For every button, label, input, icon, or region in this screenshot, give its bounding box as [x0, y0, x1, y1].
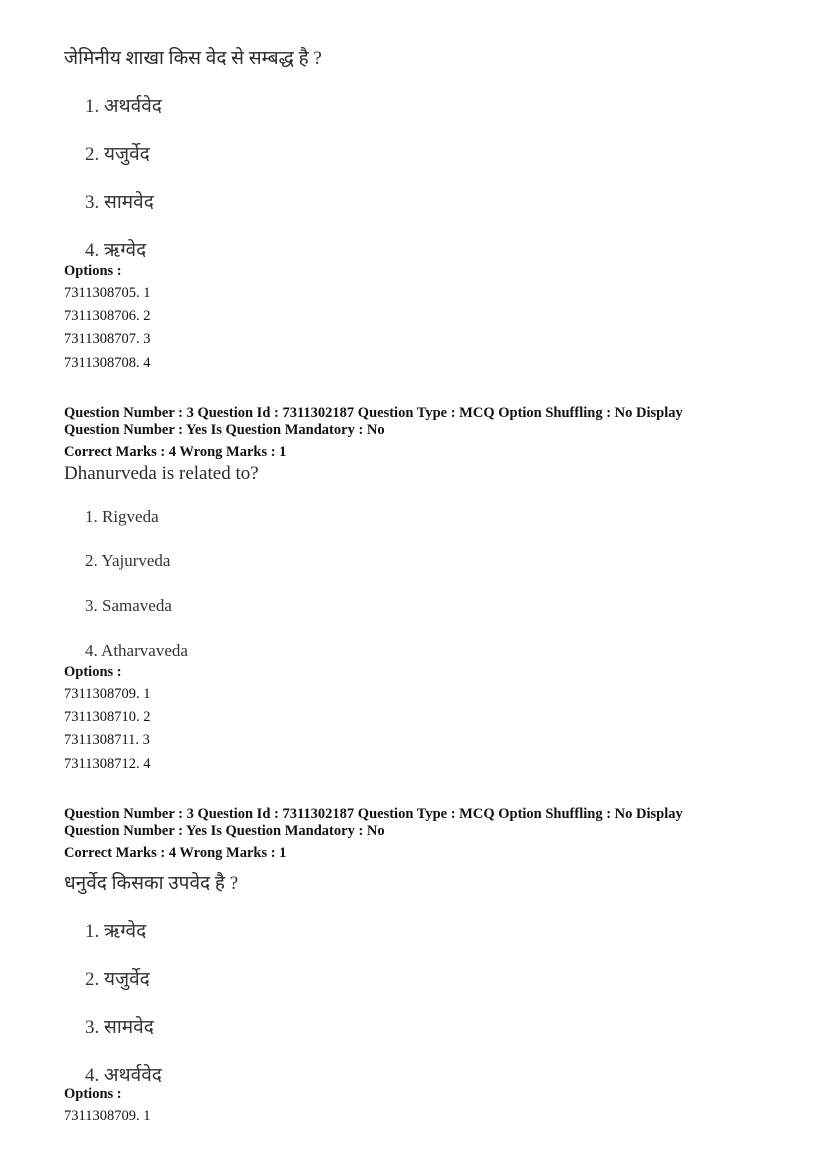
answer-choice: 2. यजुर्वेद: [85, 969, 150, 990]
option-id: 7311308712. 4: [64, 756, 151, 772]
question-meta: Question Number : Yes Is Question Mandatory : No: [64, 823, 385, 839]
answer-choice: 4. Atharvaveda: [85, 641, 188, 660]
question-meta: Question Number : 3 Question Id : 7311302187 Question Type : MCQ Option Shuffling : No Display: [64, 405, 683, 421]
option-id: 7311308709. 1: [64, 686, 151, 702]
answer-choice: 4. ऋग्वेद: [85, 240, 147, 261]
answer-choice: 3. सामवेद: [85, 192, 154, 213]
answer-choice: 3. सामवेद: [85, 1017, 154, 1038]
question-meta: Question Number : Yes Is Question Mandatory : No: [64, 422, 385, 438]
options-label: Options :: [64, 1086, 122, 1102]
question-text: Dhanurveda is related to?: [64, 463, 259, 484]
question-meta: Question Number : 3 Question Id : 7311302187 Question Type : MCQ Option Shuffling : No Display: [64, 806, 683, 822]
answer-choice: 2. यजुर्वेद: [85, 144, 150, 165]
options-label: Options :: [64, 664, 122, 680]
question-text: धनुर्वेद किसका उपवेद है ?: [64, 873, 239, 894]
option-id: 7311308711. 3: [64, 732, 150, 748]
answer-choice: 3. Samaveda: [85, 596, 172, 615]
option-id: 7311308708. 4: [64, 355, 151, 371]
question-text: जेमिनीय शाखा किस वेद से सम्बद्ध है ?: [64, 48, 322, 69]
answer-choice: 1. अथर्ववेद: [85, 96, 162, 117]
marks-meta: Correct Marks : 4 Wrong Marks : 1: [64, 444, 287, 460]
option-id: 7311308706. 2: [64, 308, 151, 324]
option-id: 7311308710. 2: [64, 709, 151, 725]
answer-choice: 2. Yajurveda: [85, 551, 171, 570]
answer-choice: 4. अथर्ववेद: [85, 1065, 162, 1086]
options-label: Options :: [64, 263, 122, 279]
answer-choice: 1. ऋग्वेद: [85, 921, 147, 942]
option-id: 7311308705. 1: [64, 285, 151, 301]
answer-choice: 1. Rigveda: [85, 507, 159, 526]
option-id: 7311308709. 1: [64, 1108, 151, 1124]
option-id: 7311308707. 3: [64, 331, 151, 347]
marks-meta: Correct Marks : 4 Wrong Marks : 1: [64, 845, 287, 861]
